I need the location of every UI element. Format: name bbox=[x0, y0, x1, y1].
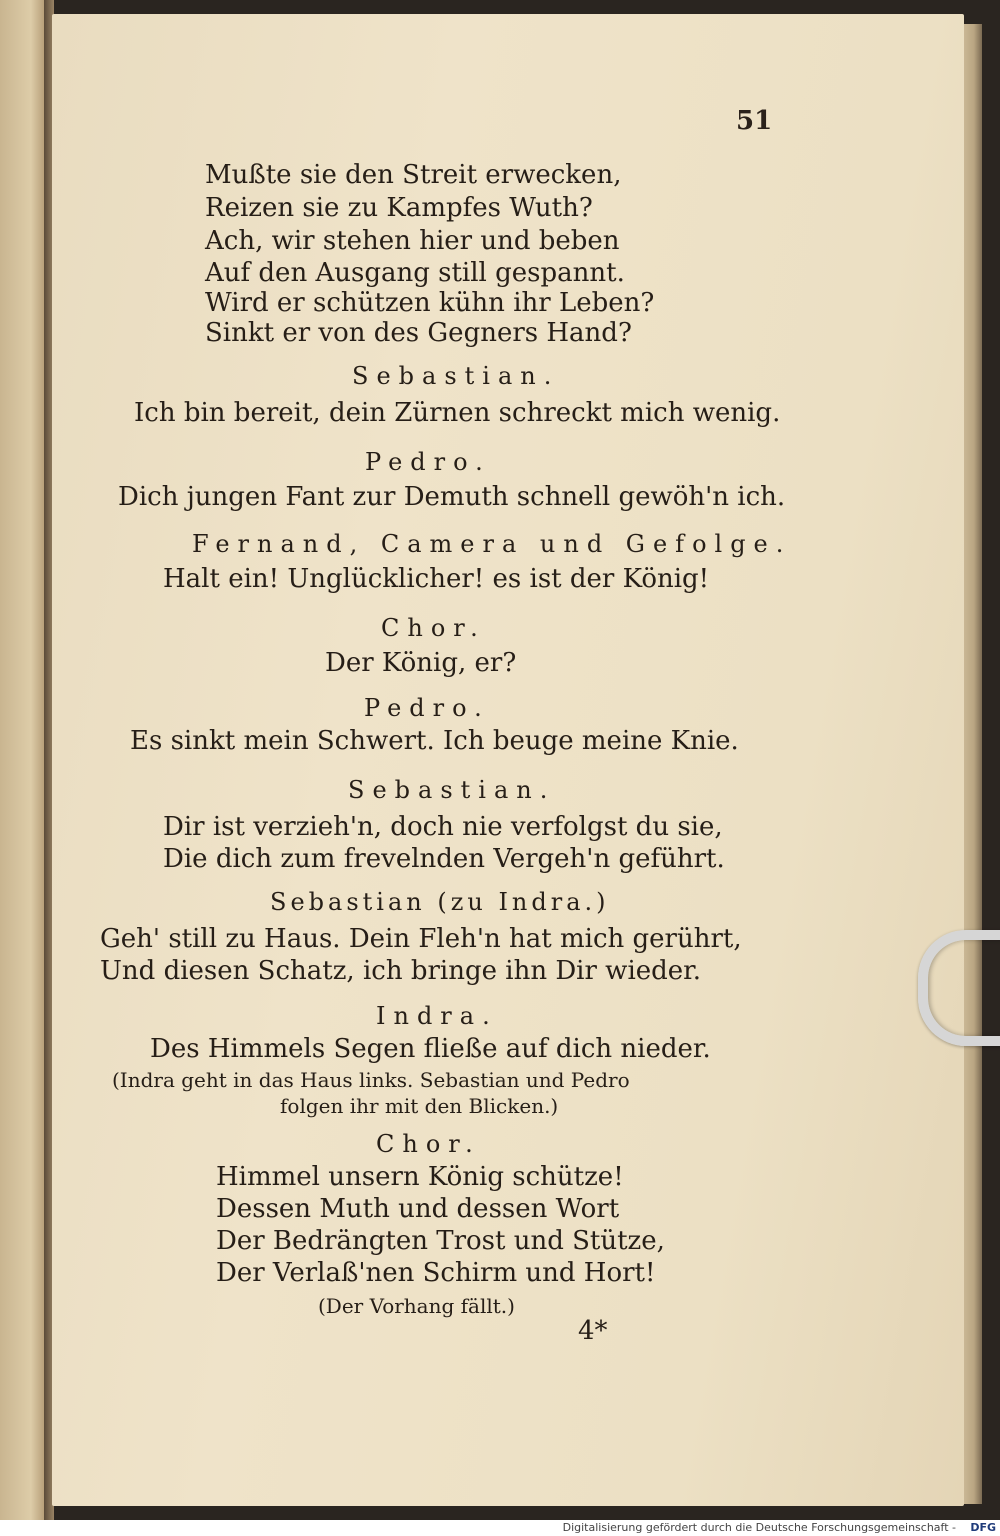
stage-direction: (Der Vorhang fällt.) bbox=[318, 1294, 515, 1318]
text-line: Dich jungen Fant zur Demuth schnell gewöh'n ich. bbox=[118, 482, 786, 512]
dfg-logo-icon: DFG bbox=[970, 1521, 996, 1534]
signature-mark: 4* bbox=[578, 1316, 608, 1346]
paper-clip-icon bbox=[918, 930, 1000, 1046]
left-page-edge bbox=[0, 0, 44, 1520]
speaker-name: Sebastian. bbox=[352, 362, 560, 390]
footer-credit: Digitalisierung gefördert durch die Deutsche Forschungsgemeinschaft - bbox=[562, 1521, 956, 1534]
text-line: Geh' still zu Haus. Dein Fleh'n hat mich gerührt, bbox=[100, 924, 742, 954]
speaker-name: Pedro. bbox=[364, 694, 490, 722]
speaker-name: Sebastian. bbox=[348, 776, 556, 804]
text-line: Ach, wir stehen hier und beben bbox=[205, 226, 620, 256]
text-line: Mußte sie den Streit erwecken, bbox=[205, 160, 622, 190]
speaker-name: Chor. bbox=[381, 614, 486, 642]
text-line: Dir ist verzieh'n, doch nie verfolgst du sie, bbox=[163, 812, 723, 842]
text-line: Halt ein! Unglücklicher! es ist der König! bbox=[163, 564, 710, 594]
text-line: Der König, er? bbox=[325, 648, 517, 678]
page-stack-edge bbox=[962, 24, 982, 1504]
text-line: Wird er schützen kühn ihr Leben? bbox=[205, 288, 655, 318]
text-line: Ich bin bereit, dein Zürnen schreckt mich wenig. bbox=[134, 398, 781, 428]
speaker-name: Indra. bbox=[376, 1002, 498, 1030]
text-line: Und diesen Schatz, ich bringe ihn Dir wieder. bbox=[100, 956, 702, 986]
text-line: Es sinkt mein Schwert. Ich beuge meine Knie. bbox=[130, 726, 739, 756]
text-line: Dessen Muth und dessen Wort bbox=[216, 1194, 620, 1224]
stage-direction: folgen ihr mit den Blicken.) bbox=[280, 1094, 559, 1118]
text-line: Der Bedrängten Trost und Stütze, bbox=[216, 1226, 665, 1256]
text-line: Der Verlaß'nen Schirm und Hort! bbox=[216, 1258, 656, 1288]
text-line: Die dich zum frevelnden Vergeh'n geführt. bbox=[163, 844, 725, 874]
speaker-name: Fernand, Camera und Gefolge. bbox=[192, 530, 792, 558]
stage-direction: (Indra geht in das Haus links. Sebastian und Pedro bbox=[112, 1068, 630, 1092]
speaker-name: Chor. bbox=[376, 1130, 481, 1158]
text-line: Auf den Ausgang still gespannt. bbox=[205, 258, 625, 288]
page-number: 51 bbox=[736, 106, 773, 136]
speaker-name: Sebastian (zu Indra.) bbox=[270, 888, 610, 916]
speaker-name: Pedro. bbox=[365, 448, 491, 476]
text-line: Sinkt er von des Gegners Hand? bbox=[205, 318, 632, 348]
text-line: Himmel unsern König schütze! bbox=[216, 1162, 624, 1192]
text-line: Reizen sie zu Kampfes Wuth? bbox=[205, 193, 593, 223]
text-line: Des Himmels Segen fließe auf dich nieder. bbox=[150, 1034, 711, 1064]
